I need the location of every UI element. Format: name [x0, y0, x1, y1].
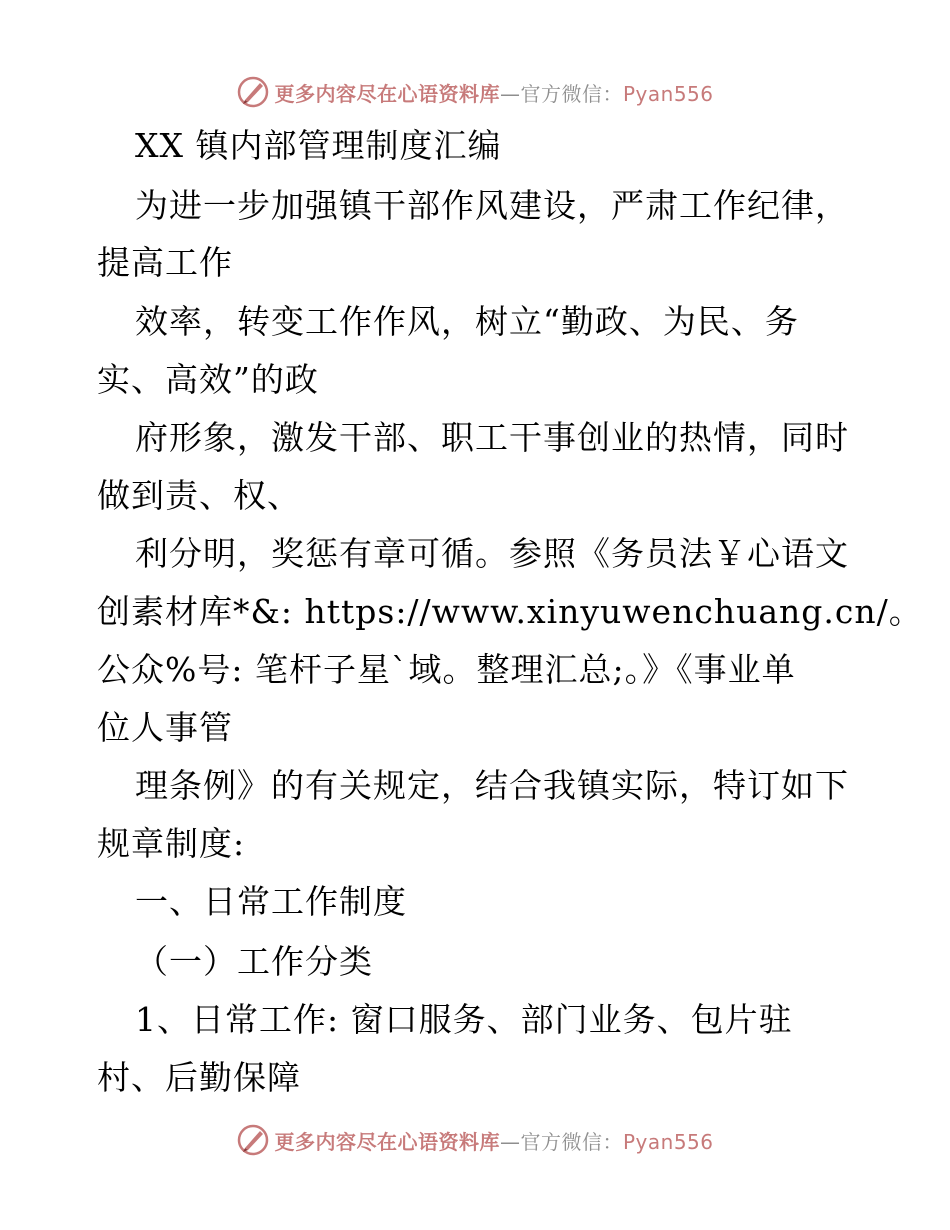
paragraph-line: 创素材库*&: https://www.xinyuwenchuang.cn/。 [97, 592, 923, 631]
paragraph-line: 村、后勤保障 [97, 1058, 301, 1097]
banner-dash: — [499, 1129, 521, 1154]
banner-wechat-label: 官方微信： [520, 1129, 623, 1154]
paragraph-line: 为进一步加强镇干部作风建设，严肃工作纪律， [135, 186, 849, 225]
banner-lead-text: 更多内容尽在心语资料库 [274, 81, 500, 106]
banner-text [274, 78, 713, 107]
paragraph-line: 府形象，激发干部、职工干事创业的热情，同时 [135, 418, 849, 457]
quill-pen-logo-icon [236, 75, 270, 109]
paragraph-line: 做到责、权、 [97, 476, 301, 515]
banner-wechat-handle: Pyan556 [622, 1129, 714, 1154]
banner-lead-text: 更多内容尽在心语资料库 [274, 1129, 500, 1154]
paragraph-line: 提高工作 [97, 243, 233, 282]
paragraph-line: 规章制度: [97, 824, 246, 863]
banner-text [274, 1126, 713, 1155]
section-heading: 一、日常工作制度 [135, 882, 407, 921]
document-title: XX 镇内部管理制度汇编 [135, 126, 502, 165]
banner-dash: — [499, 81, 521, 106]
paragraph-line: 公众%号: 笔杆子星`域。整理汇总;。》《事业单 [97, 650, 796, 689]
paragraph-line: 理条例》的有关规定，结合我镇实际，特订如下 [135, 766, 849, 805]
header-watermark-banner [0, 72, 950, 112]
paragraph-line: 实、高效”的政 [97, 360, 319, 399]
subsection-heading: （一）工作分类 [135, 942, 373, 981]
paragraph-line: 1、日常工作: 窗口服务、部门业务、包片驻 [135, 1000, 793, 1039]
footer-watermark-banner [0, 1120, 950, 1160]
banner-wechat-label: 官方微信： [520, 81, 623, 106]
paragraph-line: 效率，转变工作作风，树立“勤政、为民、务 [135, 302, 799, 341]
banner-wechat-handle: Pyan556 [622, 81, 714, 106]
quill-pen-logo-icon [236, 1123, 270, 1157]
paragraph-line: 位人事管 [97, 708, 233, 747]
paragraph-line: 利分明，奖惩有章可循。参照《务员法￥心语文 [135, 534, 849, 573]
